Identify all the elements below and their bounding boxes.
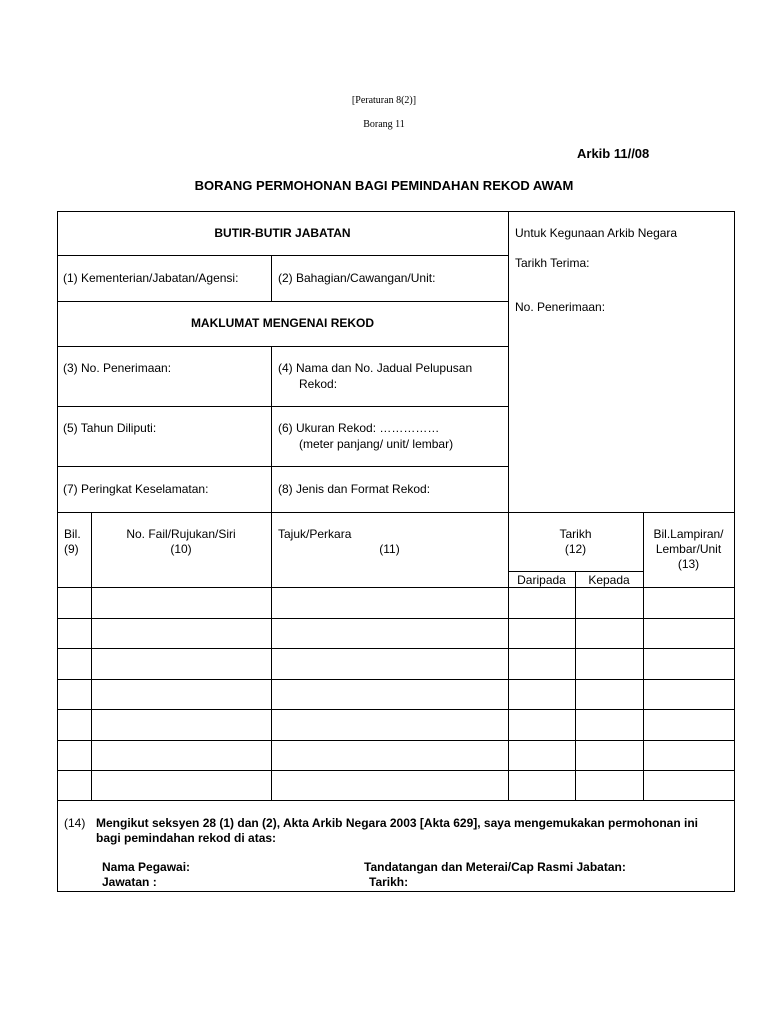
field-jenis-format[interactable]: (8) Jenis dan Format Rekod: (278, 482, 431, 496)
field-tarikh[interactable]: Tarikh: (369, 875, 409, 889)
field-jawatan[interactable]: Jawatan : (102, 875, 157, 889)
arkib-use-heading: Untuk Kegunaan Arkib Negara (515, 226, 678, 240)
field-tandatangan[interactable]: Tandatangan dan Meterai/Cap Rasmi Jabatan: (364, 860, 626, 874)
col-header-no-fail: No. Fail/Rujukan/Siri (126, 527, 236, 541)
col-header-tarikh-num: (12) (564, 542, 587, 556)
field-peringkat-keselamatan[interactable]: (7) Peringkat Keselamatan: (63, 482, 209, 496)
field-ukuran-rekod-units: (meter panjang/ unit/ lembar) (299, 437, 454, 451)
col-header-lampiran-line2: Lembar/Unit (655, 542, 722, 556)
field-arkib-no-penerimaan[interactable]: No. Penerimaan: (515, 300, 606, 314)
declaration-number: (14) (64, 816, 86, 830)
field-kementerian[interactable]: (1) Kementerian/Jabatan/Agensi: (63, 271, 239, 285)
field-ukuran-rekod[interactable]: (6) Ukuran Rekod: …………… (278, 421, 440, 435)
section-heading-maklumat-rekod: MAKLUMAT MENGENAI REKOD (190, 316, 375, 330)
declaration-text-cont: bagi pemindahan rekod di atas: (96, 831, 277, 845)
peraturan-reference: [Peraturan 8(2)] (351, 95, 417, 106)
declaration-text: Mengikut seksyen 28 (1) dan (2), Akta Arkib Negara 2003 [Akta 629], saya mengemukakan permohonan ini (96, 816, 698, 830)
col-header-tajuk: Tajuk/Perkara (278, 527, 352, 541)
field-jadual-pelupusan-cont: Rekod: (299, 377, 338, 391)
col-header-daripada: Daripada (517, 573, 566, 587)
field-tarikh-terima[interactable]: Tarikh Terima: (515, 256, 590, 270)
borang-number: Borang 11 (363, 119, 405, 130)
field-no-penerimaan[interactable]: (3) No. Penerimaan: (63, 361, 172, 375)
col-header-no-fail-num: (10) (170, 542, 192, 556)
col-header-tarikh: Tarikh (559, 527, 592, 541)
col-header-tajuk-num: (11) (379, 542, 400, 556)
col-header-kepada: Kepada (588, 573, 630, 587)
col-header-lampiran-num: (13) (677, 557, 700, 571)
col-header-bil-num: (9) (64, 542, 79, 556)
col-header-bil: Bil. (64, 527, 81, 541)
field-nama-pegawai[interactable]: Nama Pegawai: (102, 860, 191, 874)
field-bahagian[interactable]: (2) Bahagian/Cawangan/Unit: (278, 271, 436, 285)
field-jadual-pelupusan[interactable]: (4) Nama dan No. Jadual Pelupusan (278, 361, 473, 375)
form-title: BORANG PERMOHONAN BAGI PEMINDAHAN REKOD AWAM (194, 178, 574, 193)
field-tahun-diliputi[interactable]: (5) Tahun Diliputi: (63, 421, 157, 435)
section-heading-butir-jabatan: BUTIR-BUTIR JABATAN (214, 226, 351, 240)
arkib-code: Arkib 11//08 (577, 146, 650, 161)
col-header-lampiran: Bil.Lampiran/ (653, 527, 724, 541)
